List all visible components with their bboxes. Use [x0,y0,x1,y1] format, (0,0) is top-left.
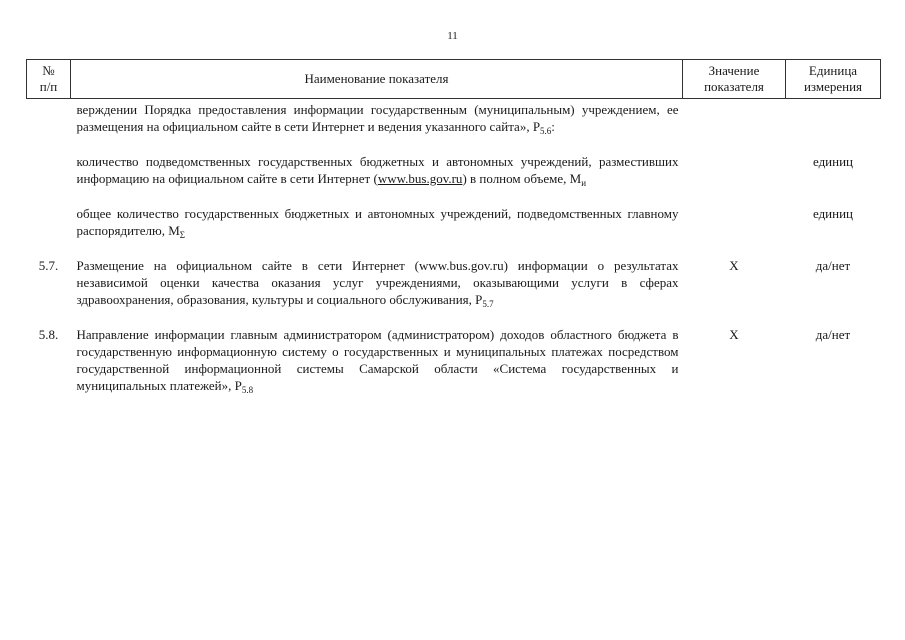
row-name [71,239,683,308]
table-row [27,187,881,239]
table-row [27,99,881,136]
header-value-line2: показателя [704,79,764,94]
indicators-table [26,59,881,394]
row-unit [786,99,881,136]
row-name [71,308,683,394]
header-unit-line1: Единица [808,63,858,78]
row-value [683,187,786,239]
row-value [683,135,786,187]
row-subscript: 5.8 [241,385,254,395]
row-text: верждении Порядка предоставления информации государственным (муниципальным) учреждением, ее размещения на официальном сайте в сети Интернет и ведения указанного сайта», P [76,102,679,134]
table-row [27,239,881,308]
row-value: Х [729,327,739,342]
row-unit: единиц [812,154,854,169]
row-number [27,187,71,239]
header-unit [786,60,881,99]
header-value-line1: Значение [708,63,760,78]
row-name [71,99,683,136]
row-text: общее количество государственных бюджетных и автономных учреждений, подведомственных главному распорядителю, M [76,206,679,238]
row-text: Размещение на официальном сайте в сети Интернет (www.bus.gov.ru) информации о результатах независимой оценки качества оказания услуг учреждениями, оказывающими услуги в сферах здравоохранения, образования, культуры и социального обслуживания, P [76,258,679,307]
row-value [683,99,786,136]
table-header-row [27,60,881,99]
bus-gov-link[interactable]: www.bus.gov.ru [377,171,463,186]
header-number-line1: № [42,63,55,78]
row-unit: единиц [812,206,854,221]
row-unit: да/нет [815,327,851,342]
row-value: Х [729,258,739,273]
row-text: ) в полном объеме, M [462,171,582,186]
header-number-line2: п/п [39,79,58,94]
row-number: 5.8. [38,327,59,342]
header-value [683,60,786,99]
row-name [71,135,683,187]
row-number [27,99,71,136]
row-name [71,187,683,239]
header-name [71,60,683,99]
row-subscript: и [581,178,587,188]
row-unit: да/нет [815,258,851,273]
row-number [27,135,71,187]
table-row [27,135,881,187]
row-text: Направление информации главным администратором (администратором) доходов областного бюджета в государственную информационную систему о государственных и муниципальных платежах посредством государственной информационной системы Самарской области «Система государственных и муниципальных платежей», P [76,327,679,393]
row-number: 5.7. [38,258,59,273]
page-number: 11 [447,30,458,42]
header-name-label: Наименование показателя [304,71,449,86]
row-subscript: 5.7 [482,299,494,309]
row-text: количество подведомственных государственных бюджетных и автономных учреждений, разместивших информацию на официальном сайте в сети Интернет ( [76,154,679,186]
row-subscript: Σ [179,230,186,240]
table-row [27,308,881,394]
row-text-tail: : [551,119,555,134]
header-unit-line2: измерения [803,79,863,94]
header-number [27,60,71,99]
row-subscript: 5.6 [540,126,552,136]
